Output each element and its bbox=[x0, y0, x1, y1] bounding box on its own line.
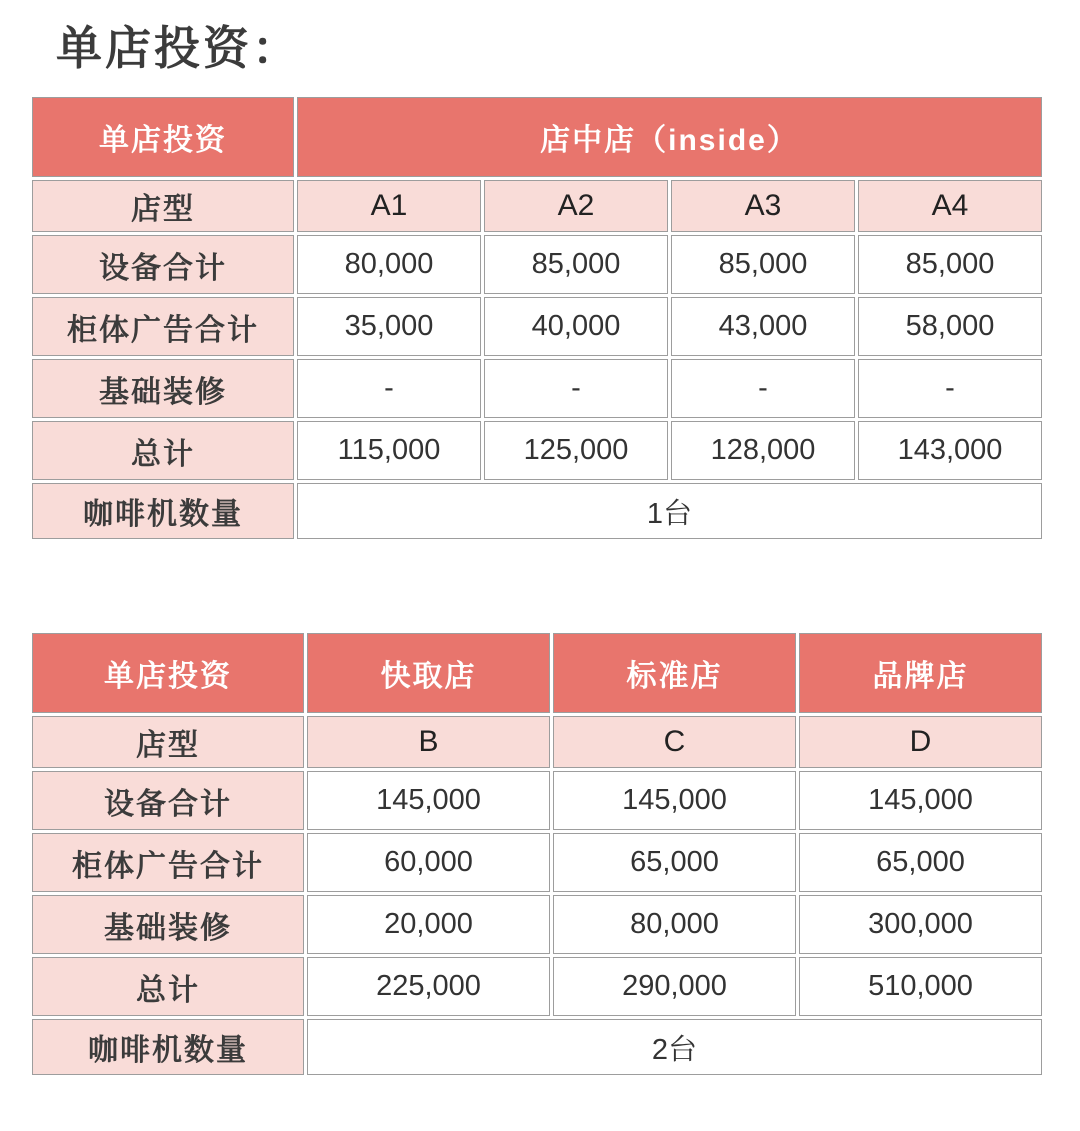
store-type-cell: A2 bbox=[484, 180, 668, 232]
value-cell: 65,000 bbox=[553, 833, 796, 892]
value-cell: 145,000 bbox=[799, 771, 1042, 830]
value-cell: 60,000 bbox=[307, 833, 550, 892]
row-label-store-type: 店型 bbox=[32, 716, 304, 768]
value-cell: 145,000 bbox=[307, 771, 550, 830]
machine-count-cell: 2台 bbox=[307, 1019, 1042, 1075]
table-row bbox=[32, 1019, 1042, 1075]
value-cell: 80,000 bbox=[553, 895, 796, 954]
store-type-cell: B bbox=[307, 716, 550, 768]
row-label-coffee-machine-count: 咖啡机数量 bbox=[32, 1019, 304, 1075]
table1-span-header: 店中店（inside） bbox=[297, 97, 1042, 177]
value-cell: 510,000 bbox=[799, 957, 1042, 1016]
row-label-store-type: 店型 bbox=[32, 180, 294, 232]
row-label-grand-total: 总计 bbox=[32, 421, 294, 480]
value-cell: 290,000 bbox=[553, 957, 796, 1016]
row-label-basic-renovation: 基础装修 bbox=[32, 895, 304, 954]
table-row bbox=[32, 235, 1042, 294]
page-title: 单店投资： bbox=[56, 22, 301, 74]
row-label-equipment-total: 设备合计 bbox=[32, 235, 294, 294]
store-type-cell: C bbox=[553, 716, 796, 768]
table-row bbox=[32, 957, 1042, 1016]
table2-header-quick-store: 快取店 bbox=[307, 633, 550, 713]
value-cell: - bbox=[297, 359, 481, 418]
value-cell: 80,000 bbox=[297, 235, 481, 294]
table-row bbox=[32, 716, 1042, 768]
value-cell: 300,000 bbox=[799, 895, 1042, 954]
table-row bbox=[32, 297, 1042, 356]
row-label-cabinet-ad-total: 柜体广告合计 bbox=[32, 297, 294, 356]
value-cell: 115,000 bbox=[297, 421, 481, 480]
row-label-equipment-total: 设备合计 bbox=[32, 771, 304, 830]
store-type-cell: D bbox=[799, 716, 1042, 768]
value-cell: 40,000 bbox=[484, 297, 668, 356]
value-cell: 128,000 bbox=[671, 421, 855, 480]
value-cell: 58,000 bbox=[858, 297, 1042, 356]
table-row bbox=[32, 421, 1042, 480]
value-cell: 225,000 bbox=[307, 957, 550, 1016]
row-label-coffee-machine-count: 咖啡机数量 bbox=[32, 483, 294, 539]
value-cell: 143,000 bbox=[858, 421, 1042, 480]
value-cell: 85,000 bbox=[858, 235, 1042, 294]
value-cell: 20,000 bbox=[307, 895, 550, 954]
value-cell: 43,000 bbox=[671, 297, 855, 356]
row-label-cabinet-ad-total: 柜体广告合计 bbox=[32, 833, 304, 892]
value-cell: 85,000 bbox=[484, 235, 668, 294]
store-type-cell: A1 bbox=[297, 180, 481, 232]
store-type-cell: A3 bbox=[671, 180, 855, 232]
table2-header-brand-store: 品牌店 bbox=[799, 633, 1042, 713]
street-store-investment-table bbox=[29, 630, 1045, 1078]
value-cell: - bbox=[484, 359, 668, 418]
store-type-cell: A4 bbox=[858, 180, 1042, 232]
table-row bbox=[32, 97, 1042, 177]
value-cell: 35,000 bbox=[297, 297, 481, 356]
table-row bbox=[32, 633, 1042, 713]
table2-corner-header: 单店投资 bbox=[32, 633, 304, 713]
table-row bbox=[32, 180, 1042, 232]
table-row bbox=[32, 833, 1042, 892]
table2-header-standard-store: 标准店 bbox=[553, 633, 796, 713]
table-row bbox=[32, 771, 1042, 830]
value-cell: - bbox=[671, 359, 855, 418]
value-cell: 125,000 bbox=[484, 421, 668, 480]
value-cell: 85,000 bbox=[671, 235, 855, 294]
machine-count-cell: 1台 bbox=[297, 483, 1042, 539]
inside-store-investment-table bbox=[29, 94, 1045, 542]
table-row bbox=[32, 895, 1042, 954]
table-row bbox=[32, 359, 1042, 418]
table-row bbox=[32, 483, 1042, 539]
table1-corner-header: 单店投资 bbox=[32, 97, 294, 177]
row-label-grand-total: 总计 bbox=[32, 957, 304, 1016]
row-label-basic-renovation: 基础装修 bbox=[32, 359, 294, 418]
value-cell: - bbox=[858, 359, 1042, 418]
value-cell: 65,000 bbox=[799, 833, 1042, 892]
value-cell: 145,000 bbox=[553, 771, 796, 830]
